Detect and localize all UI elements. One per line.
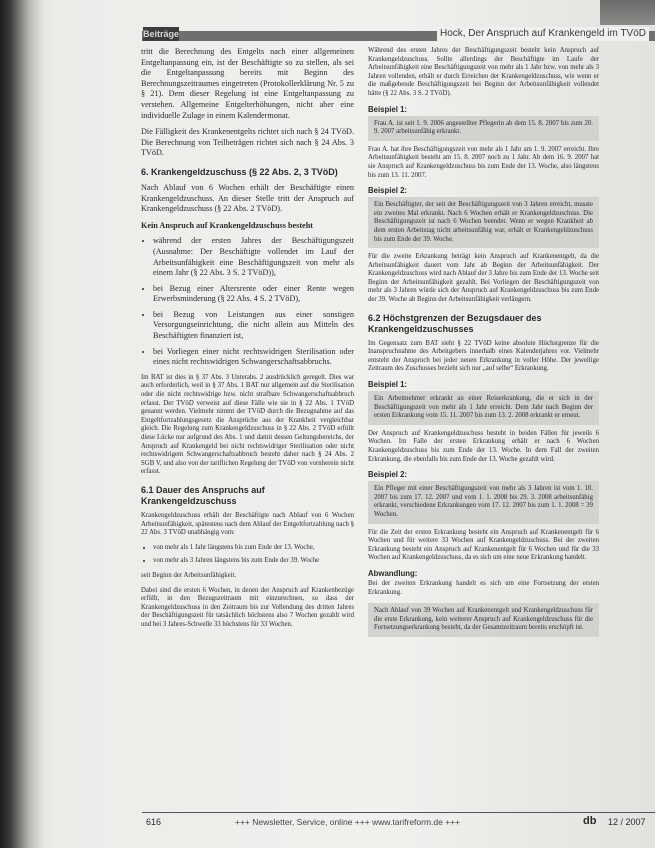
page-number: 616: [146, 817, 162, 827]
paragraph: Bei der zweiten Erkrankung handelt es sich um eine Fortsetzung der ersten Erkrankung.: [368, 579, 599, 596]
example-box: Frau A. ist seit 1. 9. 2006 angestellter Pflegerin ab dem 15. 8. 2007 bis zum 20. 9. 2007 arbeitsunfähig erkrankt.: [368, 116, 599, 141]
running-title: Hock, Der Anspruch auf Krankengeld im TVöD: [437, 27, 649, 41]
paragraph: tritt die Berechnung des Entgelts nach einer allgemeinen Entgeltanpassung ein, ist der Beschäftigte so zu stellen, als sei die Entgeltanpassung bereits mit Beginn des Berechnungszeitraumes eingetreten (Protokollerklärung Nr. 5 zu § 21). Dem dieser Regelung ist eine Entgeltanpassung zu verstehen. Allgemeine Entgelterhöhungen, nicht aber eine individuelle Zulage in einem Kalendermonat.: [141, 47, 354, 120]
list-item: • bei Vorliegen einer nicht rechtswidrigen Sterilisation oder eines nicht rechtswidrigen Schwangerschaftsabbruchs.: [153, 347, 354, 368]
bullet-list: [141, 544, 354, 566]
note-label: Abwandlung:: [368, 568, 418, 578]
list-item: • bei Bezug einer Altersrente oder einer Rente wegen Erwerbsminderung (§ 22 Abs. 4 S. 2 TVöD),: [153, 284, 354, 305]
paragraph: Während des ersten Jahres der Beschäftigungszeit besteht kein Anspruch auf Krankengeldzuschuss. Sollte allerdings der Beschäftigte im Laufe der Arbeitsunfähigkeit eine Beschäftigungszeit von mehr als 1 Jahr bzw. von mehr als 3 Jahren vollenden, erhält er durch Erreichen der Krankengeldzuschuss, wie wenn er die maßgebende Beschäftigungszeit bei Beginn der Arbeitsunfähigkeit vollendet hätte (§ 22 Abs. 3 S. 2 TVöD).: [368, 47, 599, 97]
paragraph: Im BAT ist dies in § 37 Abs. 3 Unterabs. 2 ausdrücklich geregelt. Dies war auch erforderlich, weil in § 37 Abs. 1 BAT nur allgemein auf die Sterilisation oder die nicht rechtswidrige bzw. nicht strafbare Schwangerschaftsabbruch erfasst. Der TVöD verweist auf diese Fälle wie sie in § 22 Abs. 1 TVöD genannt werden. Vielmehr nimmt der TVöD durch die Bezugnahme auf das Entgeltfortzahlungsgesetz die Ansprüche aus der Krankheit vergleichbar gleich. Die Regelung zum Krankengeldzuschuss in § 22 Abs. 2 TVöD erfüllt diese Lücke nur aufgrund des Abs. 1 und damit dessen Geltungsbereichs, der Anspruch auf Krankengeld bei nicht rechtswidriger Sterilisation oder nicht rechtswidrigem Schwangerschaftsabbruch besteht daher nach § 24 Abs. 2 SGB V, und also von der tariflichen Regelung der TVöD von vornherein nicht erfasst.: [141, 373, 354, 476]
paragraph: Nach Ablauf von 6 Wochen erhält der Beschäftigte einen Krankengeldzuschuss. An dieser Stelle tritt der Anspruch auf Krankengeldzuschuss (§ 22 Abs. 2 TVöD).: [141, 182, 354, 214]
issue-number: 12 / 2007: [608, 817, 646, 827]
paragraph: Im Gegensatz zum BAT sieht § 22 TVöD keine absolute Höchstgrenze für die Inanspruchnahme des Arbeitgebers innerhalb eines Kalenderjahres vor. Vielmehr entsteht der Anspruch bei jeder neuen Erkrankung in voller Höhe. Der jeweilige Zeitraum des Zuschusses bezieht sich nur „auf selbe“ Erkrankung.: [368, 339, 599, 373]
list-item: • von mehr als 3 Jahren längstens bis zum Ende der 39. Woche: [153, 557, 354, 566]
paragraph: Für die zweite Erkrankung beträgt kein Anspruch auf Krankenentgelt, da die Arbeitsunfähigkeit dauert vom Jahr ab Beginn der Arbeitsunfähigkeit. Der Krankengeldzuschuss wird nach Ablauf der 3 Jahre bis zum Ende der 13. Woche seit Beginn der Arbeitsunfähigkeit gezahlt. Bei Vorliegen der Beschäftigungszeit von mehr als 3 Jahren würde sich der Anspruch auf Krankengeldzuschuss bis zum Ende der 39. Woche ab Beginn der Arbeitsunfähigkeit verlängern.: [368, 253, 599, 304]
journal-logo: db: [583, 815, 597, 827]
book-spine-shadow: [0, 0, 44, 848]
example-box: Ein Pfleger mit einer Beschäftigungszeit von mehr als 3 Jahren ist vom 1. 10. 2007 bis zum 17. 12. 2007 und vom 1. 1. 2008 bis 29. 3. 2008 arbeitsunfähig erkrankt, verschiedene Erkrankungen vom 17. 12. 2007 bis zum 1. 1. 2008 = 39 Wochen.: [368, 481, 599, 523]
note-box: Nach Ablauf von 39 Wochen auf Krankenentgelt und Krankengeldzuschuss für die erste Erkrankung, kein weiterer Anspruch auf Krankengeldzuschuss für die Fortsetzungserkrankung besteht, da der Gesamtzeitraum bereits erschöpft ist.: [368, 603, 599, 637]
left-column: [141, 47, 354, 636]
example-label: Beispiel 2:: [368, 186, 407, 196]
lead-text: Kein Anspruch auf Krankengeldzuschuss besteht: [141, 220, 313, 230]
paragraph: Frau A. hat ihre Beschäftigungszeit von mehr als 1 Jahr am 1. 9. 2007 erreicht. Ihre Arbeitsunfähigkeit besteht am 15. 8. 2007 noch zu 1 Jahr. Ab dem 16. 9. 2007 hat sie Anspruch auf Krankengeldzuschuss bis zum Ende der 13. Woche, also längstens bis zum 13. 11. 2007.: [368, 145, 599, 179]
section-heading: 6. Krankengeldzuschuss (§ 22 Abs. 2, 3 TVöD): [141, 166, 338, 177]
section-heading: 6.1 Dauer des Anspruchs auf Krankengeldzuschuss: [141, 484, 265, 506]
example-label: Beispiel 2:: [368, 470, 407, 480]
paragraph: Die Fälligkeit des Krankenentgelts richtet sich nach § 24 TVöD. Die Berechnung von Teilbeträgen richtet sich nach § 24 Abs. 3 TVöD.: [141, 127, 354, 158]
right-column: [368, 47, 599, 642]
paragraph: seit Beginn der Arbeitsunfähigkeit.: [141, 571, 237, 579]
list-item: • während der ersten Jahres der Beschäftigungszeit (Ausnahme: Der Beschäftigte vollendet im Lauf der Arbeitsunfähigkeit eine Beschäftigungszeit von mehr als einem Jahr (§ 22 Abs. 3 S. 2 TVöD)),: [153, 236, 354, 278]
list-item: • von mehr als 1 Jahr längstens bis zum Ende der 13. Woche,: [153, 544, 354, 553]
paragraph: Krankengeldzuschuss erhält der Beschäftigte nach Ablauf von 6 Wochen Arbeitsunfähigkeit, spätestens nach dem Ablauf der Entgeltfortzahlung nach § 22 Abs. 3 TVöD unabhängig vom:: [141, 511, 354, 537]
paragraph: Der Anspruch auf Krankengeldzuschuss besteht in beiden Fällen für jeweils 6 Wochen. Im Falle der ersten Erkrankung erhält er nach 6 Wochen Krankengeldzuschuss bis zum Ende der 13. Woche. In dem Fall der zweiten Erkrankung, die ebenfalls bis zum Ende der 13. Woche gezahlt wird.: [368, 429, 599, 463]
page-corner-shadow: [600, 0, 655, 25]
list-item: • bei Bezug von Leistungen aus einer sonstigen Versorgungseinrichtung, die nicht allein aus Mitteln des Beschäftigten finanziert ist,: [153, 310, 354, 342]
bullet-list: [141, 236, 354, 368]
example-box: Ein Beschäftigter, der seit der Beschäftigungszeit von 3 Jahren erreicht, musste ein zweites Mal erkrankt. Nach 6 Wochen erhält er Krankengeldzuschuss. Die Beschäftigungszeit ist nach 6 Wochen beendet. Wenn er wegen Krankheit ab dem ersten Arbeitstag nicht arbeitsunfähig war, erhält er Krankengeldzuschuss bis zum Ende der 39. Woche.: [368, 197, 599, 248]
example-label: Beispiel 1:: [368, 380, 407, 390]
example-box: Ein Arbeitnehmer erkrankt an einer Reiserkrankung, die er sich in der Beschäftigungszeit von mehr als 1 Jahr erreicht. Dem Jahr nach Beginn der ersten Erkrankung vom 15. 11. 2007 bis zum 13. 2. 2008 erkrankt er erneut.: [368, 391, 599, 425]
paragraph: Für die Zeit der ersten Erkrankung besteht ein Anspruch auf Krankenentgelt für 6 Wochen und für weitere 33 Wochen auf Krankengeldzuschuss. Bei der zweiten Erkrankung besteht ein Anspruch auf Krankenentgelt für 6 Wochen und für die 33 Wochen auf Krankengeldzuschuss, da es sich um eine neue Erkrankung handelt.: [368, 528, 599, 562]
footer-rule: [142, 812, 655, 813]
example-label: Beispiel 1:: [368, 104, 407, 114]
footer-link-text: +++ Newsletter, Service, online +++ www.tarifreform.de +++: [235, 817, 461, 827]
section-heading: 6.2 Höchstgrenzen der Bezugsdauer des Krankengeldzuschusses: [368, 312, 542, 334]
paragraph: Dabei sind die ersten 6 Wochen, in denen der Anspruch auf Krankenbezüge erfüllt, in den Bezugszeitraum mit einzurechnen, so dass der Krankengeldzuschuss in den Zeitraum bis zur Vollendung des dritten Jahres der Beschäftigungszeit für tatsächlich höchstens also 7 Wochen gezahlt wird und bei 3 Jahres-Schwelle 33 höchstens für 33 Wochen.: [141, 586, 354, 628]
section-tag: Beiträge: [143, 29, 180, 39]
